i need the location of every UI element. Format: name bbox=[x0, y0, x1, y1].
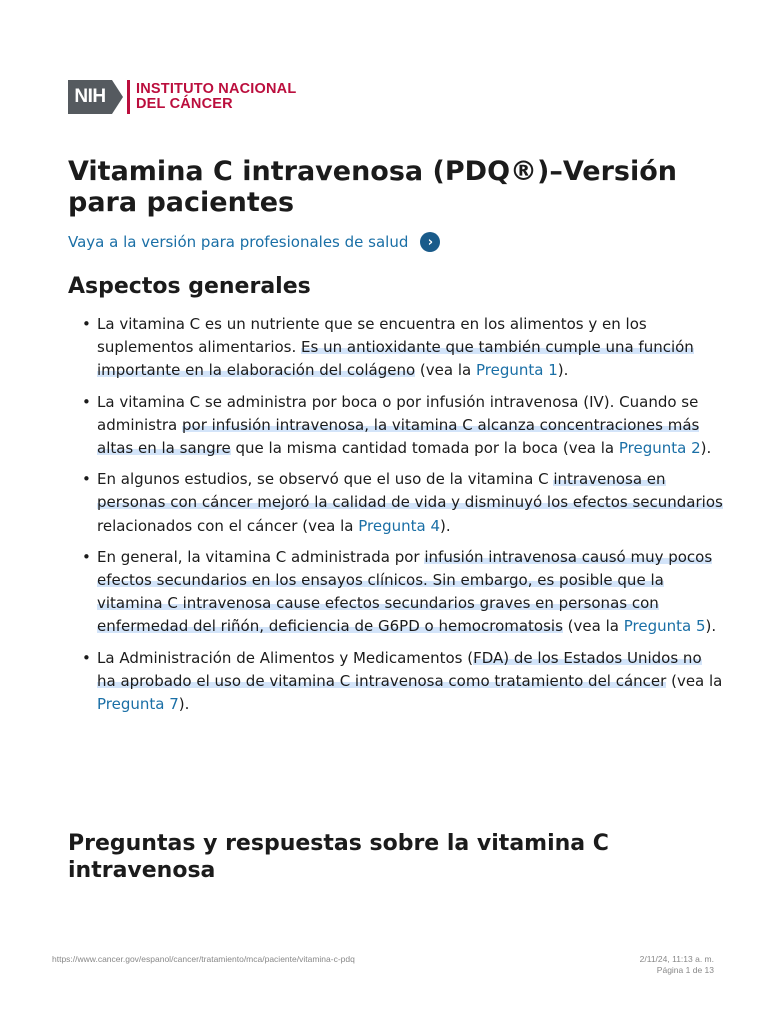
nih-logo[interactable] bbox=[68, 80, 296, 114]
highlight: por infusión intravenosa, la vitamina C alcanza concentraciones más altas en la sangre bbox=[97, 415, 700, 458]
logo-text bbox=[136, 82, 296, 112]
page-title: Vitamina C intravenosa (PDQ®)–Versión para pacientes bbox=[68, 156, 678, 218]
footer-url: https://www.cancer.gov/espanol/cancer/tratamiento/mca/paciente/vitamina-c-pdq bbox=[52, 954, 355, 964]
list-item: • En general, la vitamina C administrada por infusión intravenosa causó muy pocos efectos secundarios en los ensayos clínicos. Sin embargo, es posible que la vitamina C intravenosa cause efectos secundarios graves en personas con enfermedad del riñón, deficiencia de G6PD o hemocromatosis (vea la Pregunta 5). bbox=[80, 546, 725, 639]
logo-divider bbox=[127, 80, 130, 114]
pregunta-link[interactable]: Pregunta 2 bbox=[618, 439, 701, 458]
highlight: infusión intravenosa causó muy pocos efectos secundarios en los ensayos clínicos. Sin embargo, es posible que la vitamina C intravenosa cause efectos secundarios graves en personas con enfermedad del riñón, deficiencia de G6PD o hemocromatosis bbox=[97, 547, 713, 636]
professional-version-label: Vaya a la versión para profesionales de salud bbox=[68, 233, 409, 251]
list-item: • La Administración de Alimentos y Medicamentos (FDA) de los Estados Unidos no ha aprobado el uso de vitamina C intravenosa como tratamiento del cáncer (vea la Pregunta 7). bbox=[80, 647, 725, 717]
pregunta-link[interactable]: Pregunta 5 bbox=[623, 617, 706, 636]
logo-line-2: DEL CÁNCER bbox=[136, 96, 233, 112]
highlight: intravenosa en personas con cáncer mejoró la calidad de vida y disminuyó los efectos secundarios bbox=[97, 470, 723, 512]
nih-badge: NIH bbox=[68, 80, 112, 114]
section-heading-preguntas: Preguntas y respuestas sobre la vitamina C intravenosa bbox=[68, 831, 609, 883]
list-item: • En algunos estudios, se observó que el uso de la vitamina C intravenosa en personas con cáncer mejoró la calidad de vida y disminuyó los efectos secundarios relacionados con el cáncer (vea la Pregunta 4). bbox=[80, 468, 725, 538]
section-heading-aspectos: Aspectos generales bbox=[68, 274, 311, 299]
footer-right bbox=[640, 954, 714, 976]
pregunta-link[interactable]: Pregunta 1 bbox=[475, 361, 558, 380]
footer-page-number: Página 1 de 13 bbox=[656, 965, 714, 975]
pregunta-link[interactable]: Pregunta 4 bbox=[358, 516, 441, 535]
chevron-right-circle-icon: › bbox=[420, 232, 440, 252]
list-item: • La vitamina C se administra por boca o por infusión intravenosa (IV). Cuando se administra por infusión intravenosa, la vitamina C alcanza concentraciones más altas en la sangre que la misma cantidad tomada por la boca (vea la Pregunta 2). bbox=[80, 391, 725, 461]
summary-list bbox=[80, 313, 725, 724]
list-item: • La vitamina C es un nutriente que se encuentra en los alimentos y en los suplementos alimentarios. Es un antioxidante que también cumple una función importante en la elaboración del colágeno (vea la Pregunta 1). bbox=[80, 313, 725, 383]
nih-chevron-icon bbox=[112, 80, 123, 114]
highlight: FDA) de los Estados Unidos no ha aprobado el uso de vitamina C intravenosa como tratamiento del cáncer bbox=[97, 648, 702, 690]
pregunta-link[interactable]: Pregunta 7 bbox=[97, 695, 179, 714]
professional-version-link[interactable] bbox=[68, 232, 440, 252]
footer-datetime: 2/11/24, 11:13 a. m. bbox=[639, 954, 714, 964]
highlight: Es un antioxidante que también cumple una función importante en la elaboración del colágeno bbox=[97, 338, 694, 380]
logo-line-1: INSTITUTO NACIONAL bbox=[136, 81, 297, 97]
